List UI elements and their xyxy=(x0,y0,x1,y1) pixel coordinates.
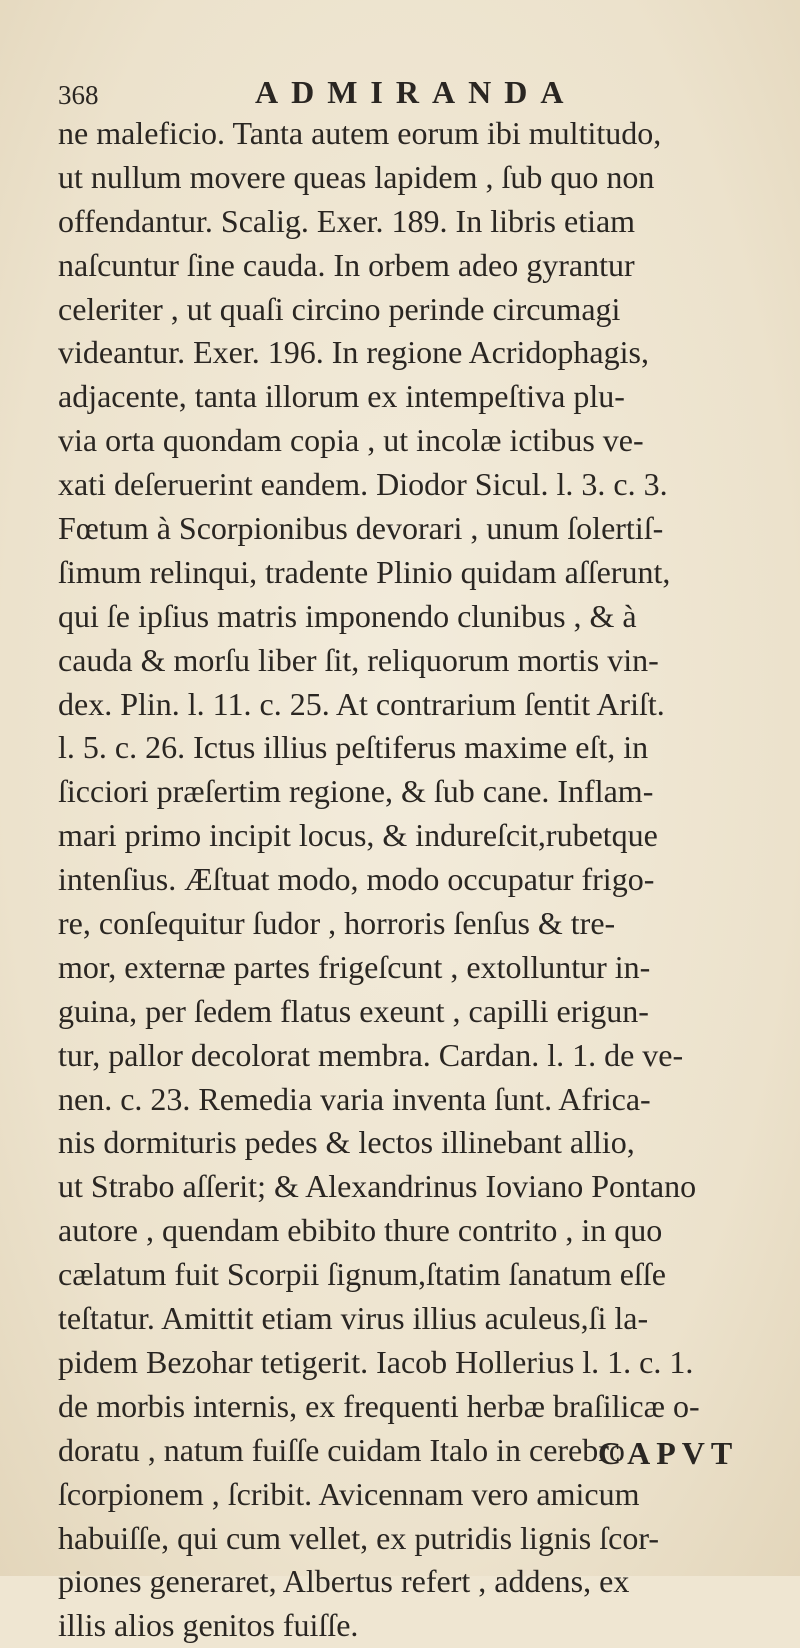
text-line: cælatum fuit Scorpii ſignum,ſtatim ſanatum eſſe xyxy=(58,1256,666,1293)
text-line: adjacente, tanta illorum ex intempeſtiva plu- xyxy=(58,378,625,415)
text-line: nis dormituris pedes & lectos illinebant allio, xyxy=(58,1124,635,1161)
text-line: guina, per ſedem flatus exeunt , capilli erigun- xyxy=(58,992,649,1029)
text-line: offendantur. Scalig. Exer. 189. In libris etiam xyxy=(58,202,636,239)
text-line: ſicciori præſertim regione, & ſub cane. Inflam- xyxy=(58,773,654,810)
text-line: cauda & morſu liber ſit, reliquorum mortis vin- xyxy=(58,641,659,678)
text-line: habuiſſe, qui cum vellet, ex putridis lignis ſcor- xyxy=(58,1519,660,1556)
text-line: ſimum relinqui, tradente Plinio quidam aſſerunt, xyxy=(58,553,671,590)
text-line: piones generaret, Albertus refert , addens, ex xyxy=(58,1563,630,1600)
page-number: 368 xyxy=(58,80,99,110)
text-line: nen. c. 23. Remedia varia inventa ſunt. Africa- xyxy=(58,1080,651,1117)
body-text xyxy=(58,112,764,1648)
text-line: via orta quondam copia , ut incolæ ictibus ve- xyxy=(58,422,644,459)
text-line: l. 5. c. 26. Ictus illius peſtiferus maxime eſt, in xyxy=(58,729,649,766)
text-line: dex. Plin. l. 11. c. 25. At contrarium ſentit Ariſt. xyxy=(58,685,665,722)
text-line: pidem Bezohar tetigerit. Iacob Hollerius l. 1. c. 1. xyxy=(58,1343,694,1380)
text-line: mari primo incipit locus, & indureſcit,rubetque xyxy=(58,817,658,854)
text-line: re, conſequitur ſudor , horroris ſenſus & tre- xyxy=(58,905,616,942)
text-line: naſcuntur ſine cauda. In orbem adeo gyrantur xyxy=(58,246,635,283)
text-line: tur, pallor decolorat membra. Cardan. l. 1. de ve- xyxy=(58,1036,684,1073)
text-line: ut nullum movere queas lapidem , ſub quo non xyxy=(58,158,655,195)
text-line: ne maleficio. Tanta autem eorum ibi multitudo, xyxy=(58,115,662,151)
text-line: qui ſe ipſius matris imponendo clunibus , & à xyxy=(58,597,637,634)
catchword: CAPVT xyxy=(598,1435,739,1471)
text-line: teſtatur. Amittit etiam virus illius aculeus,ſi la- xyxy=(58,1300,649,1337)
text-line: autore , quendam ebibito thure contrito , in quo xyxy=(58,1212,663,1249)
text-line: ſcorpionem , ſcribit. Avicennam vero amicum xyxy=(58,1475,640,1512)
text-line: doratu , natum fuiſſe cuidam Italo in cerebro xyxy=(58,1431,625,1468)
text-line: de morbis internis, ex frequenti herbæ braſilicæ o- xyxy=(58,1387,700,1424)
text-line: Fœtum à Scorpionibus devorari , unum ſolertiſ- xyxy=(58,510,664,547)
text-line: videantur. Exer. 196. In regione Acridophagis, xyxy=(58,334,649,371)
running-title: ADMIRANDA xyxy=(255,74,577,110)
text-line: intenſius. Æſtuat modo, modo occupatur frigo- xyxy=(58,861,655,898)
text-line: celeriter , ut quaſi circino perinde circumagi xyxy=(58,290,621,327)
text-line: illis alios genitos fuiſſe. xyxy=(58,1607,359,1644)
text-line: xati deſeruerint eandem. Diodor Sicul. l. 3. c. 3. xyxy=(58,466,668,503)
text-line: mor, externæ partes frigeſcunt , extolluntur in- xyxy=(58,948,651,985)
text-line: ut Strabo aſſerit; & Alexandrinus Ioviano Pontano xyxy=(58,1168,697,1205)
